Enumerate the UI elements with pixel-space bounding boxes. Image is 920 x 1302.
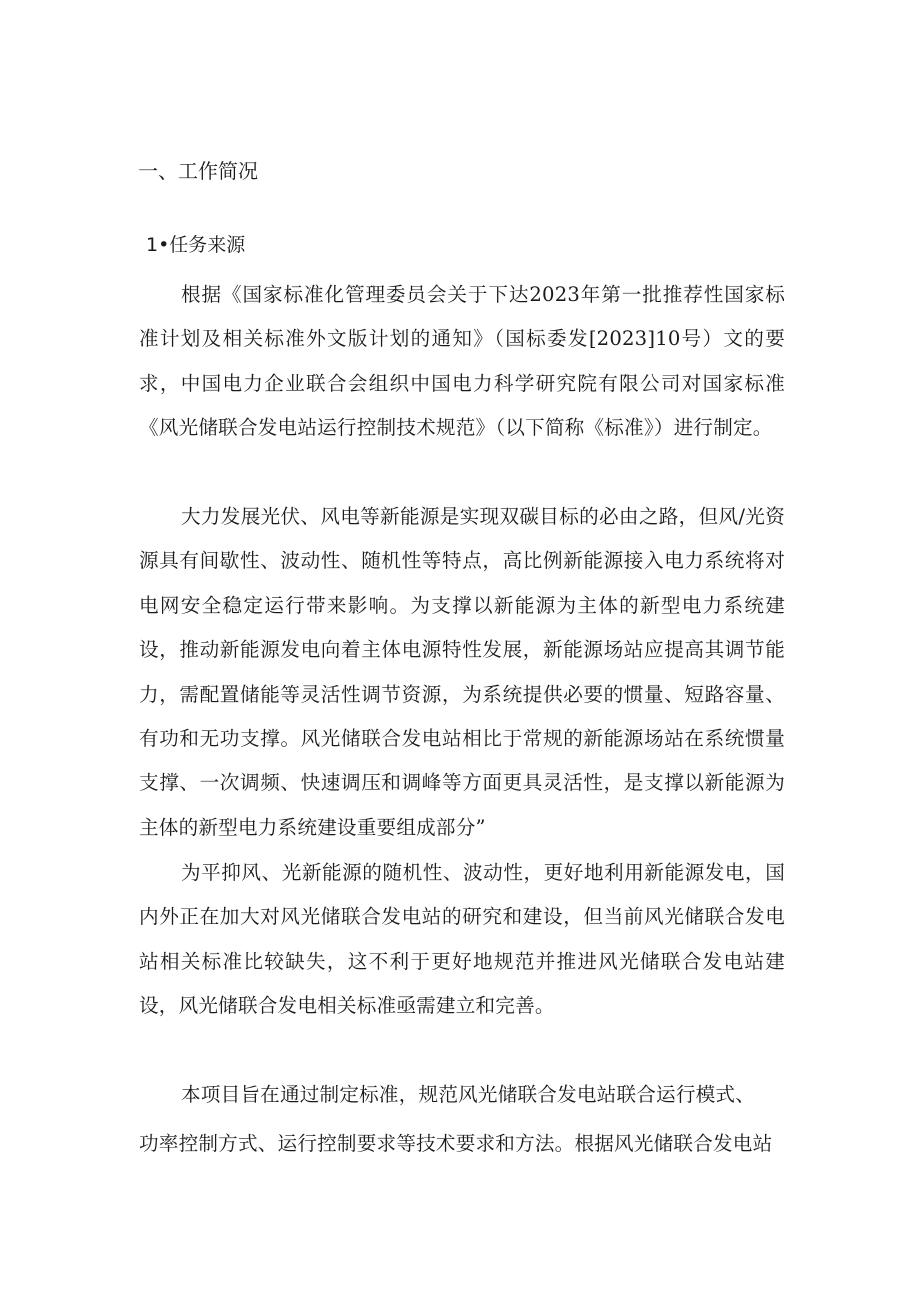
subsection-heading: 1•任务来源 [146, 234, 246, 256]
section-heading: 一、工作简况 [138, 159, 258, 183]
paragraph-task-source: 根据《国家标准化管理委员会关于下达2023年第一批推荐性国家标准计划及相关标准外文版计划的通知》（国标委发[2023]10号）文的要求，中国电力企业联合会组织中国电力科学研究院有限公司对国家标准《风光储联合发电站运行控制技术规范》（以下简称《标准》）进行制定。 [139, 283, 785, 440]
paragraph-objective: 本项目旨在通过制定标准，规范风光储联合发电站联合运行模式、 [181, 1083, 756, 1106]
paragraph-standards-gap: 为平抑风、光新能源的随机性、波动性，更好地利用新能源发电，国内外正在加大对风光储联合发电站的研究和建设，但当前风光储联合发电站相关标准比较缺失，这不利于更好地规范并推进风光储联合发电站建设，风光储联合发电相关标准亟需建立和完善。 [139, 861, 785, 1018]
paragraph-background: 大力发展光伏、风电等新能源是实现双碳目标的必由之路，但风/光资源具有间歇性、波动性、随机性等特点，高比例新能源接入电力系统将对电网安全稳定运行带来影响。为支撑以新能源为主体的新型电力系统建设，推动新能源发电向着主体电源特性发展，新能源场站应提高其调节能力，需配置储能等灵活性调节资源，为系统提供必要的惯量、短路容量、有功和无功支撑。风光储联合发电站相比于常规的新能源场站在系统惯量支撑、一次调频、快速调压和调峰等方面更具灵活性，是支撑以新能源为主体的新型电力系统建设重要组成部分” [139, 505, 785, 839]
paragraph-continuation-line: 功率控制方式、运行控制要求等技术要求和方法。根据风光储联合发电站 [139, 1132, 773, 1155]
